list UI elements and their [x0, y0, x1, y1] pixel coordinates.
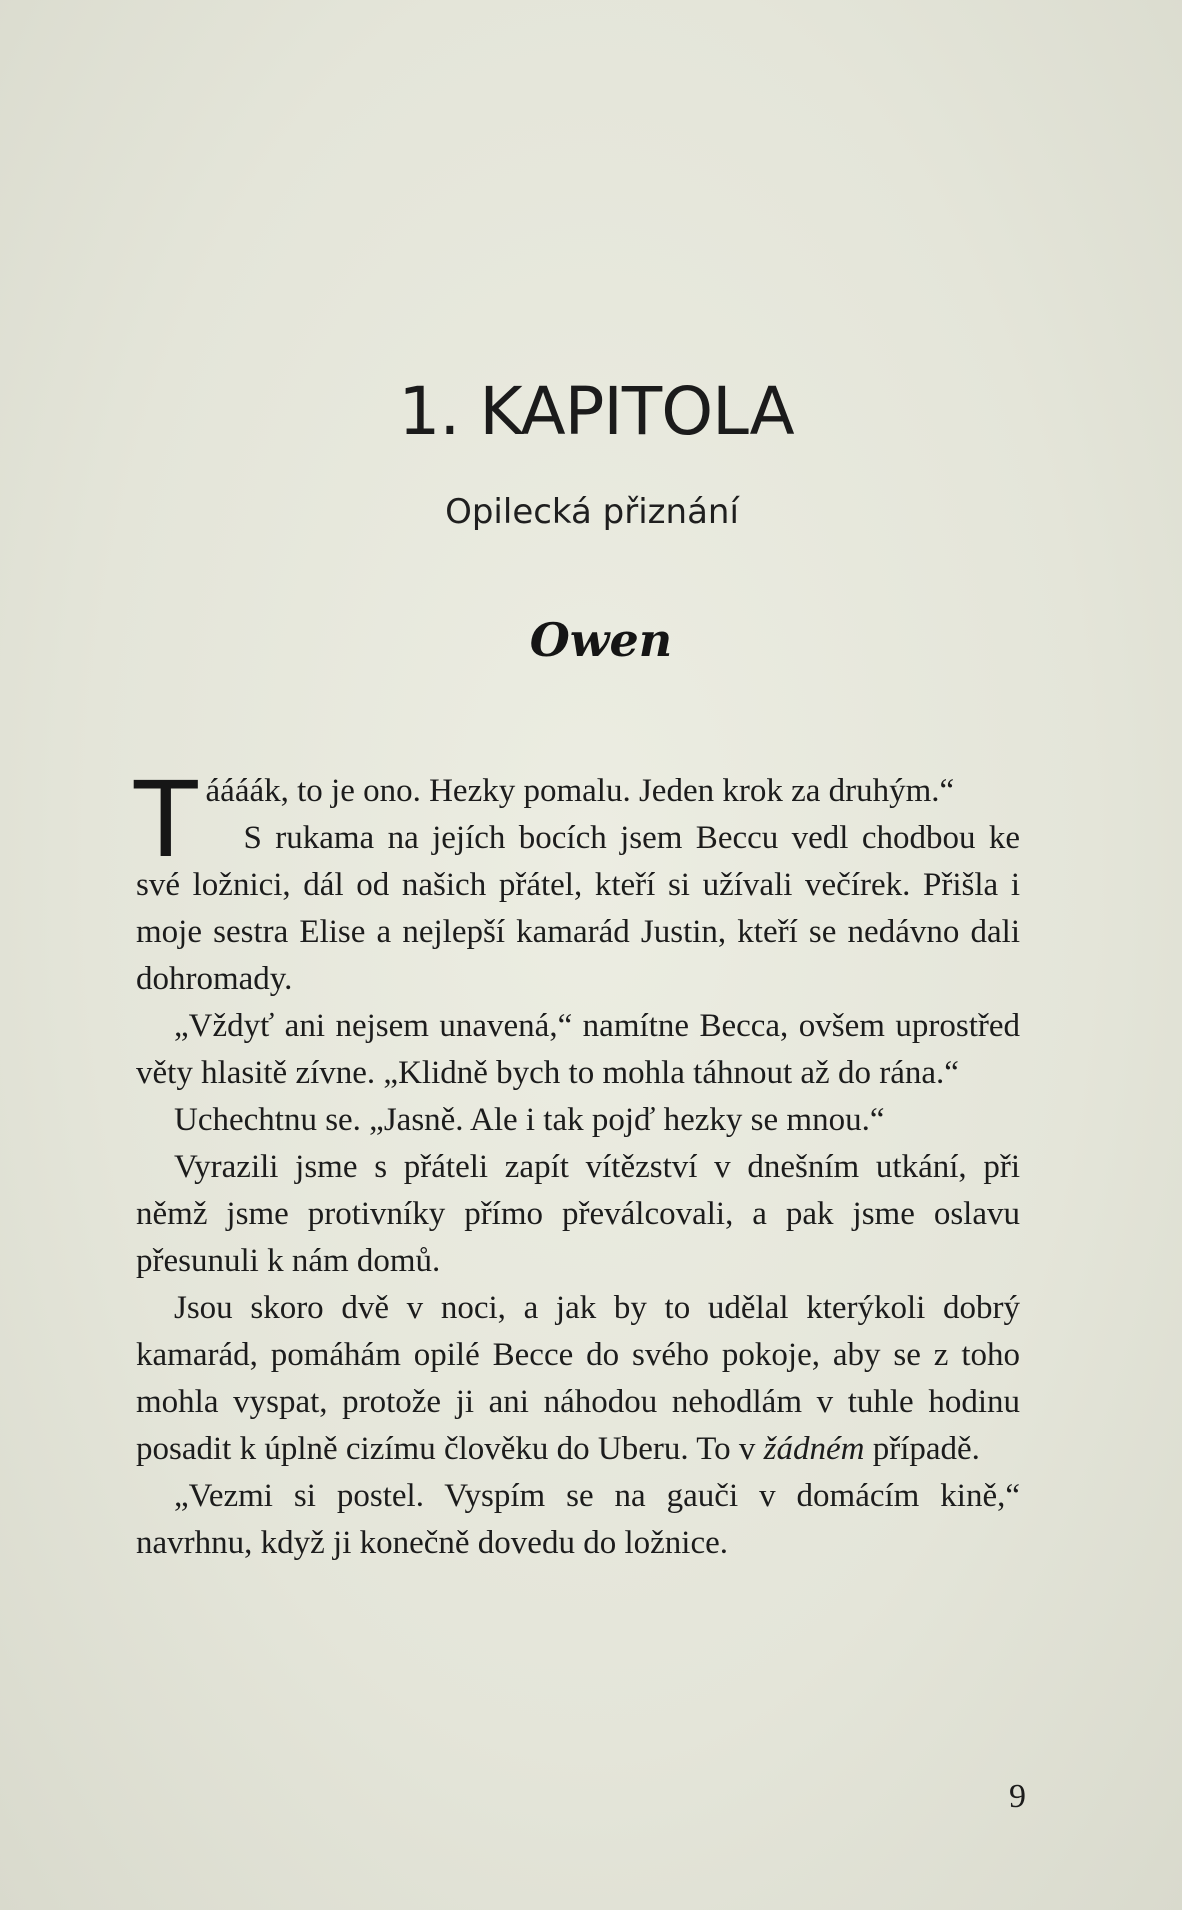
drop-cap: T	[134, 759, 198, 881]
page-number: 9	[1009, 1778, 1026, 1815]
paragraph-2: S rukama na jejích bocích jsem Beccu vedl chodbou ke své ložnici, dál od našich přátel, kteří si užívali večírek. Přišla i moje sestra Elise a nejlepší kamarád Justin, kteří se nedávno dali dohromady.	[136, 820, 1020, 997]
chapter-body	[134, 759, 1020, 1567]
paragraph-6	[136, 1285, 1020, 1473]
narrator-name: Owen	[529, 613, 673, 667]
chapter-heading: 1. KAPITOLA	[398, 373, 794, 450]
paragraph-1-text: áááák, to je ono. Hezky pomalu. Jeden krok za druhým.“	[205, 773, 955, 809]
paragraph-7: „Vezmi si postel. Vyspím se na gauči v domácím kině,“ navrhnu, když ji konečně dovedu do ložnice.	[136, 1478, 1020, 1561]
paragraph-1	[134, 759, 1020, 881]
chapter-subtitle: Opilecká přiznání	[445, 492, 739, 532]
paragraph-3: „Vždyť ani nejsem unavená,“ namítne Becca, ovšem uprostřed věty hlasitě zívne. „Klidně bych to mohla táhnout až do rána.“	[136, 1008, 1020, 1091]
paragraph-5: Vyrazili jsme s přáteli zapít vítězství v dnešním utkání, při němž jsme protivníky přímo převálcovali, a pak jsme oslavu přesunuli k nám domů.	[136, 1149, 1020, 1279]
emphasis-text: žádném	[763, 1431, 865, 1467]
paragraph-6-text-before: Jsou skoro dvě v noci, a jak by to udělal kterýkoli dobrý kamarád, pomáhám opilé Becce do svého pokoje, aby se z toho mohla vyspat, protože ji ani náhodou nehodlám v tuhle hodinu posadit k úplně cizímu člověku do Uberu. To v	[136, 1290, 1020, 1467]
paragraph-4: Uchechtnu se. „Jasně. Ale i tak pojď hezky se mnou.“	[174, 1102, 885, 1138]
paragraph-6-text-after: případě.	[864, 1431, 980, 1467]
